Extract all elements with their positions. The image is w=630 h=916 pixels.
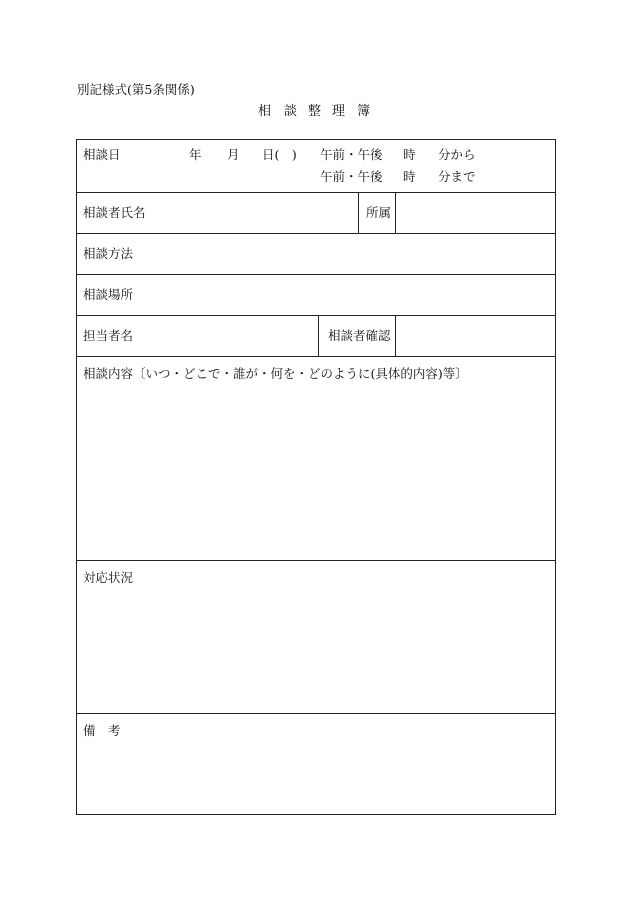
- consultation-date-label: 相談日: [83, 147, 121, 162]
- staff-name-label: 担当者名: [83, 328, 134, 343]
- client-name-label: 相談者氏名: [83, 205, 146, 220]
- row-divider: [77, 233, 555, 234]
- month-label: 月: [227, 147, 240, 162]
- column-divider: [358, 192, 359, 233]
- row-divider: [77, 713, 555, 714]
- row-divider: [77, 560, 555, 561]
- end-minute-label: 分まで: [438, 169, 476, 184]
- start-hour-label: 時: [403, 147, 416, 162]
- response-status-label: 対応状況: [83, 570, 134, 585]
- start-minute-label: 分から: [438, 147, 476, 162]
- column-divider: [395, 192, 396, 233]
- title-char: 整: [308, 104, 322, 119]
- row-divider: [77, 356, 555, 357]
- title-char: 談: [284, 104, 298, 119]
- end-hour-label: 時: [403, 169, 416, 184]
- affiliation-label: 所属: [366, 205, 392, 220]
- end-ampm-label: 午前・午後: [320, 169, 383, 184]
- title-char: 理: [332, 104, 346, 119]
- start-ampm-label: 午前・午後: [320, 147, 383, 162]
- consultation-method-label: 相談方法: [83, 246, 134, 261]
- consultation-form-table: [76, 139, 556, 815]
- row-divider: [77, 274, 555, 275]
- consultation-place-label: 相談場所: [83, 287, 134, 302]
- form-label: 別記様式(第5条関係): [77, 82, 195, 97]
- remarks-label: 備 考: [83, 723, 121, 738]
- day-label: 日( ): [262, 147, 297, 162]
- title-char: 簿: [357, 104, 371, 119]
- column-divider: [318, 315, 319, 356]
- client-confirmation-label: 相談者確認: [328, 328, 391, 343]
- row-divider: [77, 315, 555, 316]
- consultation-content-label: 相談内容〔いつ・どこで・誰が・何を・どのように(具体的内容)等〕: [83, 366, 468, 381]
- row-divider: [77, 192, 555, 193]
- year-label: 年: [189, 147, 202, 162]
- title-char: 相: [258, 104, 272, 119]
- column-divider: [395, 315, 396, 356]
